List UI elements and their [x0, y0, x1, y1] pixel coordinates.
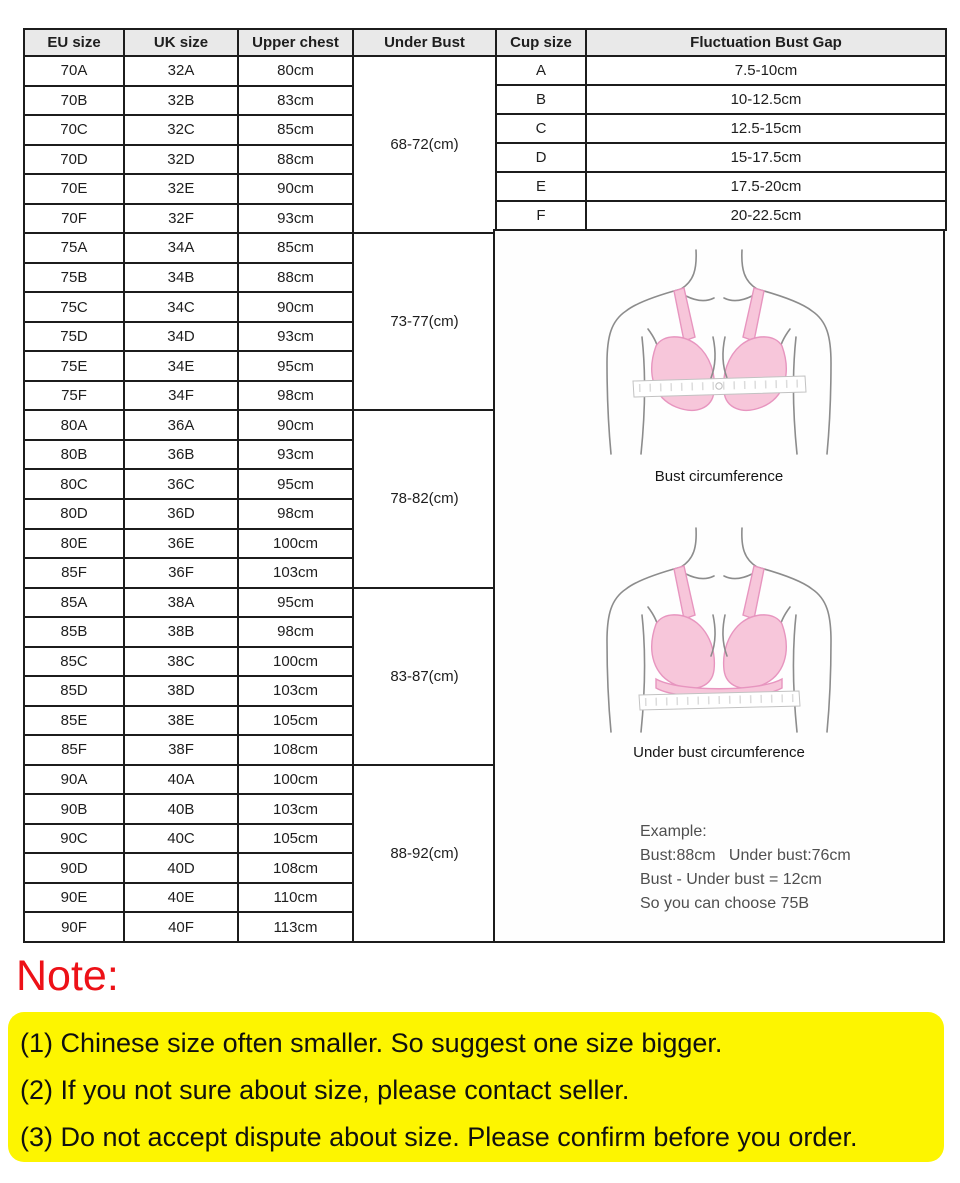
size-cell: 75F — [24, 381, 124, 411]
under-bust-cell: 68-72(cm) — [353, 56, 496, 233]
size-row — [24, 233, 496, 263]
size-cell: 36E — [124, 529, 238, 559]
size-cell: 85cm — [238, 233, 353, 263]
cup-table-body — [496, 56, 946, 230]
size-cell: 88cm — [238, 145, 353, 175]
size-cell: 85E — [24, 706, 124, 736]
note-item: (3) Do not accept dispute about size. Please confirm before you order. — [20, 1122, 858, 1152]
cup-row — [496, 56, 946, 85]
size-cell: 108cm — [238, 853, 353, 883]
size-cell: 38D — [124, 676, 238, 706]
cup-row — [496, 85, 946, 114]
note-title: Note: — [16, 952, 119, 1000]
cup-cell: 15-17.5cm — [586, 143, 946, 172]
note-box — [8, 1012, 944, 1162]
size-cell: 75D — [24, 322, 124, 352]
size-cell: 40B — [124, 794, 238, 824]
measuring-guide-panel — [493, 229, 945, 943]
size-cell: 93cm — [238, 440, 353, 470]
size-cell: 80cm — [238, 56, 353, 86]
cup-cell: A — [496, 56, 586, 85]
size-cell: 80E — [24, 529, 124, 559]
cup-column-header: Fluctuation Bust Gap — [586, 29, 946, 56]
size-cell: 36A — [124, 410, 238, 440]
size-cell: 38C — [124, 647, 238, 677]
size-row — [24, 765, 496, 795]
size-cell: 40F — [124, 912, 238, 942]
bust-measure-illustration — [599, 247, 839, 457]
size-cell: 75B — [24, 263, 124, 293]
size-cell: 34B — [124, 263, 238, 293]
size-cell: 36C — [124, 469, 238, 499]
size-row — [24, 588, 496, 618]
size-cell: 80C — [24, 469, 124, 499]
note-item: (1) Chinese size often smaller. So suggest one size bigger. — [20, 1028, 723, 1058]
size-cell: 98cm — [238, 617, 353, 647]
cup-cell: B — [496, 85, 586, 114]
size-cell: 100cm — [238, 529, 353, 559]
size-table-header — [24, 29, 496, 56]
size-cell: 34E — [124, 351, 238, 381]
size-cell: 85C — [24, 647, 124, 677]
size-cell: 103cm — [238, 794, 353, 824]
example-line: Bust:88cm Under bust:76cm — [640, 847, 851, 864]
size-cell: 85A — [24, 588, 124, 618]
size-cell: 40C — [124, 824, 238, 854]
size-cell: 100cm — [238, 647, 353, 677]
size-cell: 34A — [124, 233, 238, 263]
size-cell: 85cm — [238, 115, 353, 145]
size-cell: 103cm — [238, 558, 353, 588]
size-cell: 110cm — [238, 883, 353, 913]
size-cell: 105cm — [238, 706, 353, 736]
cup-cell: 7.5-10cm — [586, 56, 946, 85]
cup-table — [495, 28, 947, 231]
under-bust-measure-illustration — [599, 525, 839, 735]
size-cell: 113cm — [238, 912, 353, 942]
under-bust-caption: Under bust circumference — [633, 744, 805, 761]
size-cell: 95cm — [238, 588, 353, 618]
size-cell: 95cm — [238, 351, 353, 381]
under-bust-cell: 88-92(cm) — [353, 765, 496, 942]
cup-row — [496, 143, 946, 172]
size-cell: 90C — [24, 824, 124, 854]
size-cell: 70F — [24, 204, 124, 234]
size-cell: 90B — [24, 794, 124, 824]
example-line: Bust - Under bust = 12cm — [640, 871, 822, 888]
cup-column-header: Cup size — [496, 29, 586, 56]
size-cell: 34F — [124, 381, 238, 411]
size-cell: 80D — [24, 499, 124, 529]
size-cell: 85D — [24, 676, 124, 706]
size-cell: 40E — [124, 883, 238, 913]
cup-cell: 17.5-20cm — [586, 172, 946, 201]
cup-table-header — [496, 29, 946, 56]
size-cell: 36B — [124, 440, 238, 470]
cup-cell: F — [496, 201, 586, 230]
size-cell: 32E — [124, 174, 238, 204]
measuring-tape-under-bust — [639, 691, 800, 710]
example-line: So you can choose 75B — [640, 895, 810, 912]
size-cell: 75E — [24, 351, 124, 381]
size-cell: 90cm — [238, 174, 353, 204]
size-cell: 80B — [24, 440, 124, 470]
size-table — [23, 28, 497, 943]
size-cell: 32C — [124, 115, 238, 145]
cup-row — [496, 201, 946, 230]
note-item: (2) If you not sure about size, please contact seller. — [20, 1075, 630, 1105]
size-column-header: Upper chest — [238, 29, 353, 56]
size-cell: 85F — [24, 558, 124, 588]
under-bust-cell: 78-82(cm) — [353, 410, 496, 587]
size-row — [24, 56, 496, 86]
size-column-header: UK size — [124, 29, 238, 56]
size-cell: 36D — [124, 499, 238, 529]
size-cell: 32D — [124, 145, 238, 175]
size-cell: 85B — [24, 617, 124, 647]
size-cell: 90cm — [238, 292, 353, 322]
size-cell: 90D — [24, 853, 124, 883]
cup-cell: 12.5-15cm — [586, 114, 946, 143]
cup-cell: D — [496, 143, 586, 172]
size-row — [24, 410, 496, 440]
size-cell: 70C — [24, 115, 124, 145]
cup-cell: E — [496, 172, 586, 201]
size-cell: 34D — [124, 322, 238, 352]
size-cell: 90E — [24, 883, 124, 913]
size-table-body — [24, 56, 496, 942]
size-cell: 83cm — [238, 86, 353, 116]
size-cell: 32A — [124, 56, 238, 86]
size-cell: 38A — [124, 588, 238, 618]
size-cell: 34C — [124, 292, 238, 322]
size-cell: 88cm — [238, 263, 353, 293]
size-column-header: Under Bust — [353, 29, 496, 56]
size-cell: 38F — [124, 735, 238, 765]
size-cell: 90F — [24, 912, 124, 942]
size-cell: 75C — [24, 292, 124, 322]
size-cell: 100cm — [238, 765, 353, 795]
cup-cell: 20-22.5cm — [586, 201, 946, 230]
size-cell: 38B — [124, 617, 238, 647]
size-cell: 93cm — [238, 204, 353, 234]
size-cell: 32F — [124, 204, 238, 234]
size-cell: 93cm — [238, 322, 353, 352]
size-cell: 70B — [24, 86, 124, 116]
size-cell: 105cm — [238, 824, 353, 854]
under-bust-cell: 73-77(cm) — [353, 233, 496, 410]
size-cell: 108cm — [238, 735, 353, 765]
cup-cell: 10-12.5cm — [586, 85, 946, 114]
size-cell: 36F — [124, 558, 238, 588]
size-cell: 70E — [24, 174, 124, 204]
size-cell: 40A — [124, 765, 238, 795]
cup-cell: C — [496, 114, 586, 143]
bust-caption: Bust circumference — [654, 468, 784, 485]
size-cell: 98cm — [238, 499, 353, 529]
size-cell: 70A — [24, 56, 124, 86]
size-column-header: EU size — [24, 29, 124, 56]
size-cell: 32B — [124, 86, 238, 116]
size-cell: 95cm — [238, 469, 353, 499]
cup-row — [496, 114, 946, 143]
size-cell: 85F — [24, 735, 124, 765]
size-cell: 90A — [24, 765, 124, 795]
size-cell: 90cm — [238, 410, 353, 440]
size-cell: 103cm — [238, 676, 353, 706]
size-cell: 80A — [24, 410, 124, 440]
size-cell: 70D — [24, 145, 124, 175]
size-cell: 75A — [24, 233, 124, 263]
size-cell: 38E — [124, 706, 238, 736]
cup-row — [496, 172, 946, 201]
example-line: Example: — [640, 823, 707, 840]
size-cell: 98cm — [238, 381, 353, 411]
size-cell: 40D — [124, 853, 238, 883]
example-block — [640, 820, 851, 916]
under-bust-cell: 83-87(cm) — [353, 588, 496, 765]
